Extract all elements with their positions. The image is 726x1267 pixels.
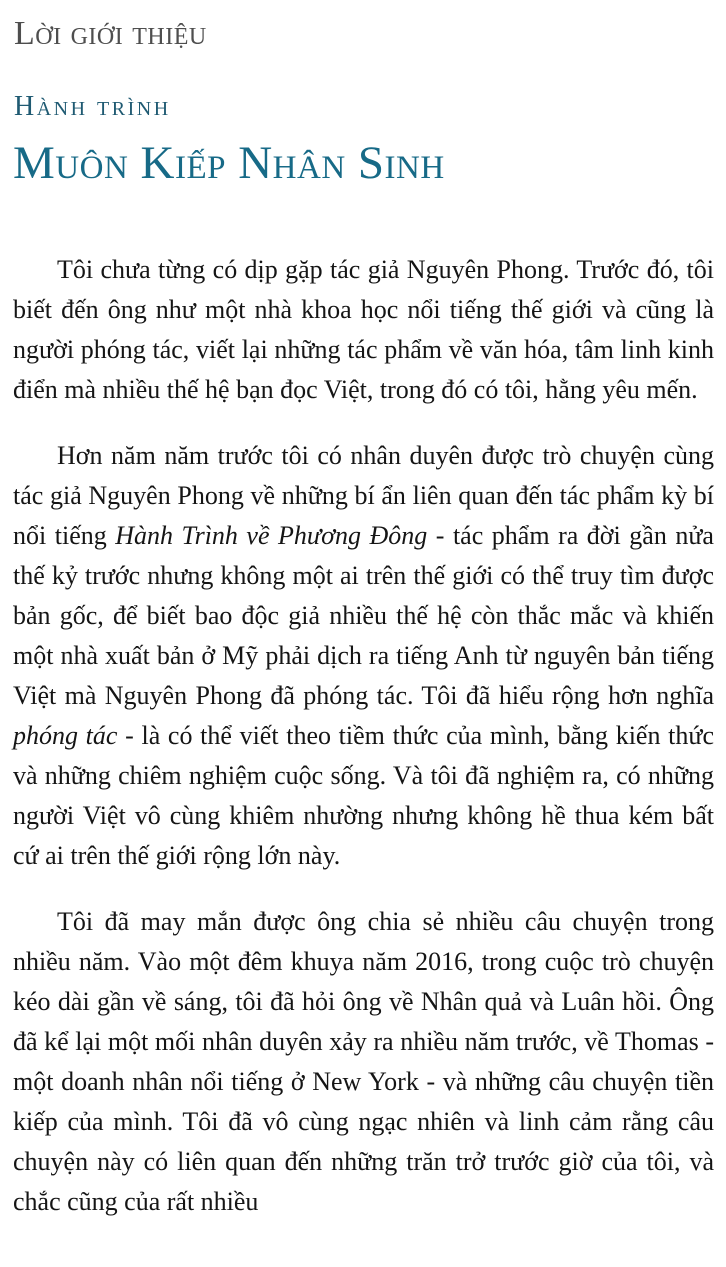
paragraph [13,250,714,410]
chapter-header [13,16,714,190]
book-title-line1: Hành trình [14,91,171,122]
text-run: Hơn năm năm trước tôi có nhân duyên được trò chuyện cùng tác giả Nguyên Phong về những bí ẩn liên quan đến tác phẩm kỳ bí nổi tiếng [13,441,714,550]
text-run: Tôi chưa từng có dịp gặp tác giả Nguyên Phong. Trước đó, tôi biết đến ông như một nhà khoa học nổi tiếng thế giới và cũng là người phóng tác, viết lại những tác phẩm về văn hóa, tâm linh kinh điển mà nhiều thế hệ bạn đọc Việt, trong đó có tôi, hằng yêu mến. [13,255,714,404]
text-run: - tác phẩm ra đời gần nửa thế kỷ trước nhưng không một ai trên thế giới có thể truy tìm được bản gốc, để biết bao độc giả nhiều thế hệ còn thắc mắc và khiến một nhà xuất bản ở Mỹ phải dịch ra tiếng Anh từ nguyên bản tiếng Việt mà Nguyên Phong đã phóng tác. Tôi đã hiểu rộng hơn nghĩa [13,521,714,710]
body-text [13,250,714,1222]
book-title-line2: Muôn Kiếp Nhân Sinh [13,137,445,189]
section-kicker: Lời giới thiệu [14,15,207,52]
text-run: - là có thể viết theo tiềm thức của mình, bằng kiến thức và những chiêm nghiệm cuộc sống. Và tôi đã nghiệm ra, có những người Việt vô cùng khiêm nhường nhưng không hề thua kém bất cứ ai trên thế giới rộng lớn này. [13,721,715,870]
text-run: Tôi đã may mắn được ông chia sẻ nhiều câu chuyện trong nhiều năm. Vào một đêm khuya năm 2016, trong cuộc trò chuyện kéo dài gần về sáng, tôi đã hỏi ông về Nhân quả và Luân hồi. Ông đã kể lại một mối nhân duyên xảy ra nhiều năm trước, về Thomas - một doanh nhân nổi tiếng ở New York - và những câu chuyện tiền kiếp của mình. Tôi đã vô cùng ngạc nhiên và linh cảm rằng câu chuyện này có liên quan đến những trăn trở trước giờ của tôi, và chắc cũng của rất nhiều [13,907,714,1216]
italic-phrase: phóng tác [13,721,118,750]
paragraph [13,902,714,1222]
paragraph [13,436,714,876]
italic-phrase: Hành Trình về Phương Đông [115,521,428,550]
